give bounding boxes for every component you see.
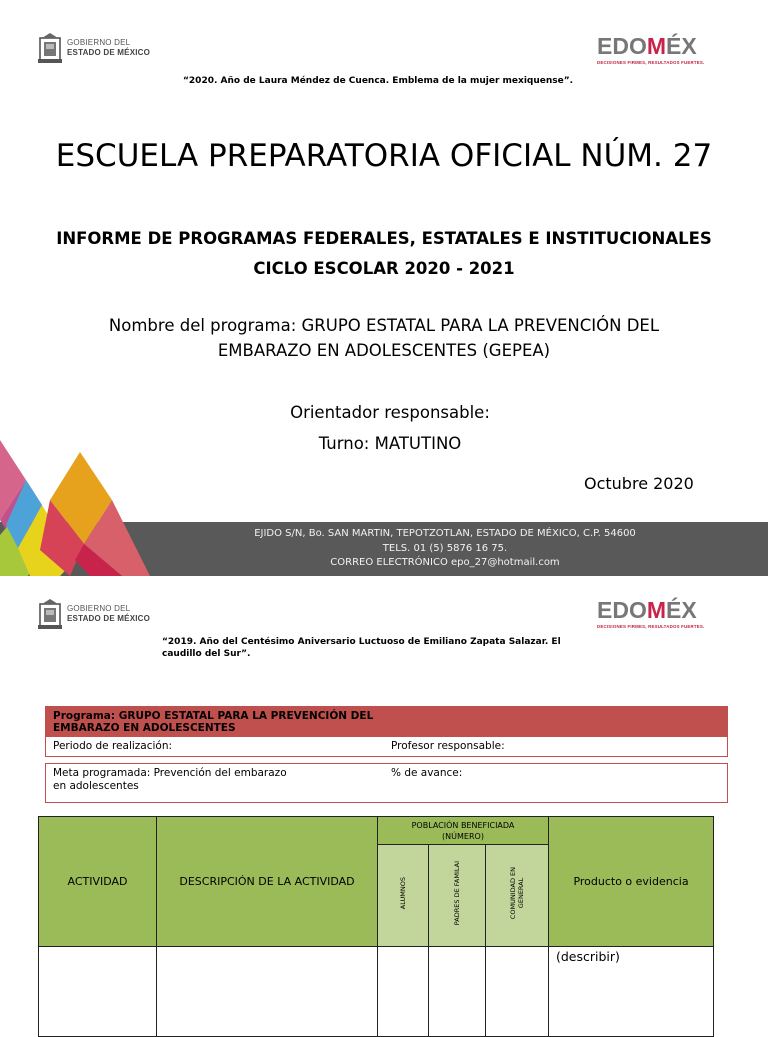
meta-line1: Meta programada: Prevención del embarazo [53, 767, 287, 779]
report-title [0, 224, 768, 284]
motto-2-line1: “2019. Año del Centésimo Aniversario Luctuoso de Emiliano Zapata Salazar. El [162, 637, 561, 647]
sub-comunidad-text [509, 867, 525, 919]
footer-contact [180, 527, 710, 571]
sub-comunidad-line1: COMUNIDAD EN [509, 867, 517, 920]
orientador-label: Orientador responsable: [290, 403, 490, 422]
footer-address: EJIDO S/N, Bo. SAN MARTIN, TEPOTZOTLAN, ESTADO DE MÉXICO, C.P. 54600 [254, 528, 636, 539]
edomex-logo-2 [597, 597, 737, 637]
cell-padres[interactable] [429, 947, 486, 1037]
sub-padres [429, 845, 486, 947]
edomex-m: M [646, 597, 667, 623]
meta-row [46, 764, 727, 802]
edomex-prefix: EDO [597, 33, 647, 59]
activity-table [38, 816, 714, 1037]
table-row [39, 947, 714, 1037]
gobierno-line2: ESTADO DE MÉXICO [67, 614, 151, 623]
footer-phone: TELS. 01 (5) 5876 16 75. [382, 542, 508, 554]
sub-padres-text: PADRES DE FAMILAI [453, 861, 461, 926]
cell-alumnos[interactable] [378, 947, 429, 1037]
poblacion-line2: (NÚMERO) [442, 831, 484, 841]
motto-2 [162, 636, 561, 660]
col-producto: Producto o evidencia [549, 817, 714, 947]
edomex-prefix: EDO [597, 597, 647, 623]
program-header [46, 707, 727, 737]
edomex-m: M [646, 33, 667, 59]
periodo-label: Periodo de realización: [53, 740, 173, 752]
gobierno-logo-2 [37, 598, 150, 630]
edomex-suffix: ÉX [666, 33, 697, 59]
report-line2: CICLO ESCOLAR 2020 - 2021 [253, 259, 515, 278]
motto: “2020. Año de Laura Méndez de Cuenca. Emblema de la mujer mexiquense”. [183, 76, 574, 86]
footer-email[interactable]: CORREO ELECTRÓNICO epo_27@hotmail.com [330, 557, 560, 568]
cell-producto[interactable]: (describir) [549, 947, 714, 1037]
gobierno-line1: GOBIERNO DEL [67, 38, 131, 47]
motto-2-line2: caudillo del Sur”. [162, 649, 251, 659]
col-actividad: ACTIVIDAD [39, 817, 157, 947]
gobierno-line1: GOBIERNO DEL [67, 604, 131, 613]
avance-label: % de avance: [391, 767, 463, 779]
profesor-label: Profesor responsable: [391, 740, 505, 752]
meta-label [53, 767, 391, 793]
meta-line2: en adolescentes [53, 780, 139, 792]
edomex-suffix: ÉX [666, 597, 697, 623]
program-info-box [45, 706, 728, 757]
poblacion-line1: POBLACIÓN BENEFICIADA [411, 820, 515, 830]
school-title: ESCUELA PREPARATORIA OFICIAL NÚM. 27 [55, 138, 713, 174]
program-line2: EMBARAZO EN ADOLESCENTES (GEPEA) [217, 341, 551, 360]
program-name [0, 313, 768, 363]
periodo-row [46, 737, 727, 756]
gobierno-line2: ESTADO DE MÉXICO [67, 48, 151, 57]
sub-comunidad-line2: GENERAL [517, 878, 525, 909]
program-header-line1: Programa: GRUPO ESTATAL PARA LA PREVENCIÓN DEL [53, 710, 374, 722]
program-line1: Nombre del programa: GRUPO ESTATAL PARA LA PREVENCIÓN DEL [108, 316, 660, 335]
program-header-line2: EMBARAZO EN ADOLESCENTES [53, 722, 236, 734]
sub-alumnos-text: ALUMNOS [399, 877, 407, 910]
edomex-tagline: DECISIONES FIRMES, RESULTADOS FUERTES. [597, 60, 705, 65]
turno-label: Turno: MATUTINO [318, 434, 462, 453]
decorative-triangles [0, 440, 160, 576]
report-line1: INFORME DE PROGRAMAS FEDERALES, ESTATALES E INSTITUCIONALES [56, 229, 712, 248]
col-poblacion [378, 817, 549, 845]
coat-of-arms-icon [37, 32, 63, 64]
sub-comunidad [486, 845, 549, 947]
edomex-tagline: DECISIONES FIRMES, RESULTADOS FUERTES. [597, 624, 705, 629]
cell-actividad[interactable] [39, 947, 157, 1037]
meta-info-box [45, 763, 728, 803]
cell-comunidad[interactable] [486, 947, 549, 1037]
cell-descripcion[interactable] [157, 947, 378, 1037]
sub-alumnos [378, 845, 429, 947]
coat-of-arms-icon [37, 598, 63, 630]
edomex-logo [597, 33, 737, 73]
col-descripcion: DESCRIPCIÓN DE LA ACTIVIDAD [157, 817, 378, 947]
gobierno-logo [37, 32, 150, 64]
report-date: Octubre 2020 [584, 474, 694, 493]
